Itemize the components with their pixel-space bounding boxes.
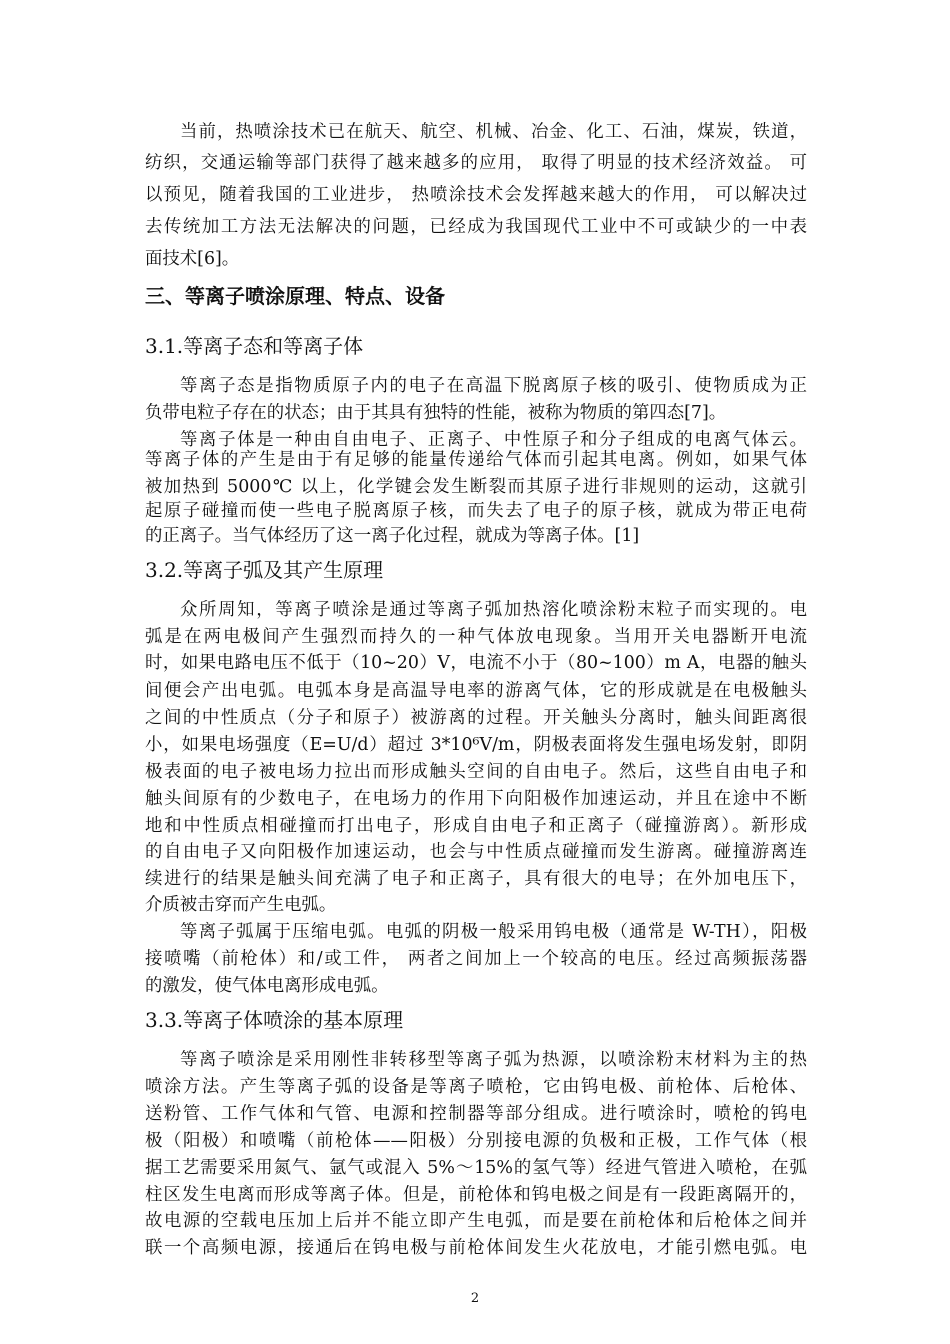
paragraph-line: 间便会产出电弧。电弧本身是高温导电率的游离气体，它的形成就是在电极触头 — [145, 681, 807, 701]
subsection-heading: 3.1.等离子态和等离子体 — [145, 334, 364, 358]
paragraph-line: 等离子体的产生是由于有足够的能量传递给气体而引起其电离。例如，如果气体 — [145, 450, 807, 470]
paragraph-line: 之间的中性质点（分子和原子）被游离的过程。开关触头分离时，触头间距离很 — [145, 708, 807, 728]
paragraph-line: 小，如果电场强度（E=U/d）超过 3*10⁶V/m，阴极表面将发生强电场发射，即阴 — [145, 735, 807, 755]
page-number: 2 — [470, 1291, 480, 1306]
paragraph-line: 的正离子。当气体经历了这一离子化过程，就成为等离子体。[1] — [145, 526, 640, 546]
paragraph-line: 喷涂方法。产生等离子弧的设备是等离子喷枪，它由钨电极、前枪体、后枪体、 — [145, 1077, 807, 1097]
paragraph-line: 纺织，交通运输等部门获得了越来越多的应用， 取得了明显的技术经济效益。 可 — [145, 153, 807, 173]
paragraph-line: 被加热到 5000℃ 以上，化学键会发生断裂而其原子进行非规则的运动，这就引 — [145, 477, 807, 497]
paragraph-line: 弧是在两电极间产生强烈而持久的一种气体放电现象。当用开关电器断开电流 — [145, 627, 807, 647]
section-heading: 三、等离子喷涂原理、特点、设备 — [145, 284, 445, 308]
paragraph-line: 联一个高频电源，接通后在钨电极与前枪体间发生火花放电，才能引燃电弧。电 — [145, 1238, 807, 1258]
paragraph-line: 故电源的空载电压加上后并不能立即产生电弧，而是要在前枪体和后枪体之间并 — [145, 1211, 807, 1231]
paragraph-line: 去传统加工方法无法解决的问题，已经成为我国现代工业中不可或缺少的一中表 — [145, 217, 807, 237]
paragraph-line: 据工艺需要采用氮气、氩气或混入 5%～15%的氢气等）经进气管进入喷枪，在弧 — [145, 1158, 807, 1178]
paragraph-line: 介质被击穿而产生电弧。 — [145, 895, 337, 915]
paragraph-line: 送粉管、工作气体和气管、电源和控制器等部分组成。进行喷涂时，喷枪的钨电 — [145, 1104, 807, 1124]
paragraph-line: 等离子喷涂是采用刚性非转移型等离子弧为热源，以喷涂粉末材料为主的热 — [180, 1050, 807, 1070]
paragraph-line: 续进行的结果是触头间充满了电子和正离子，具有很大的电导；在外加电压下， — [145, 869, 807, 889]
paragraph-line: 等离子体是一种由自由电子、正离子、中性原子和分子组成的电离气体云。 — [180, 430, 807, 450]
paragraph-line: 等离子弧属于压缩电弧。电弧的阴极一般采用钨电极（通常是 W-TH），阳极 — [180, 922, 807, 942]
paragraph-line: 时，如果电路电压不低于（10~20）V，电流不小于（80~100）m A，电器的触头 — [145, 653, 807, 673]
paragraph-line: 的激发，使气体电离形成电弧。 — [145, 976, 389, 996]
paragraph-line: 地和中性质点相碰撞而打出电子，形成自由电子和正离子（碰撞游离）。新形成 — [145, 816, 807, 836]
paragraph-line: 等离子态是指物质原子内的电子在高温下脱离原子核的吸引、使物质成为正 — [180, 376, 807, 396]
subsection-heading: 3.2.等离子弧及其产生原理 — [145, 558, 384, 582]
paragraph-line: 负带电粒子存在的状态；由于其具有独特的性能，被称为物质的第四态[7]。 — [145, 403, 727, 423]
paragraph-line: 的自由电子又向阳极作加速运动，也会与中性质点碰撞而发生游离。碰撞游离连 — [145, 842, 807, 862]
paragraph-line: 起原子碰撞而使一些电子脱离原子核，而失去了电子的原子核，就成为带正电荷 — [145, 501, 807, 521]
paragraph-line: 极表面的电子被电场力拉出而形成触头空间的自由电子。然后，这些自由电子和 — [145, 762, 807, 782]
paragraph-line: 众所周知，等离子喷涂是通过等离子弧加热溶化喷涂粉末粒子而实现的。电 — [180, 600, 807, 620]
paragraph-line: 以预见，随着我国的工业进步， 热喷涂技术会发挥越来越大的作用， 可以解决过 — [145, 185, 807, 205]
subsection-heading: 3.3.等离子体喷涂的基本原理 — [145, 1008, 404, 1032]
paragraph-line: 接喷嘴（前枪体）和/或工件， 两者之间加上一个较高的电压。经过高频振荡器 — [145, 949, 807, 969]
paragraph-line: 触头间原有的少数电子，在电场力的作用下向阳极作加速运动，并且在途中不断 — [145, 789, 807, 809]
paragraph-line: 当前，热喷涂技术已在航天、航空、机械、冶金、化工、石油，煤炭，铁道， — [180, 122, 807, 142]
paragraph-line: 面技术[6]。 — [145, 249, 240, 269]
paragraph-line: 极（阳极）和喷嘴（前枪体——阳极）分别接电源的负极和正极，工作气体（根 — [145, 1131, 807, 1151]
paragraph-line: 柱区发生电离而形成等离子体。但是，前枪体和钨电极之间是有一段距离隔开的， — [145, 1185, 807, 1205]
